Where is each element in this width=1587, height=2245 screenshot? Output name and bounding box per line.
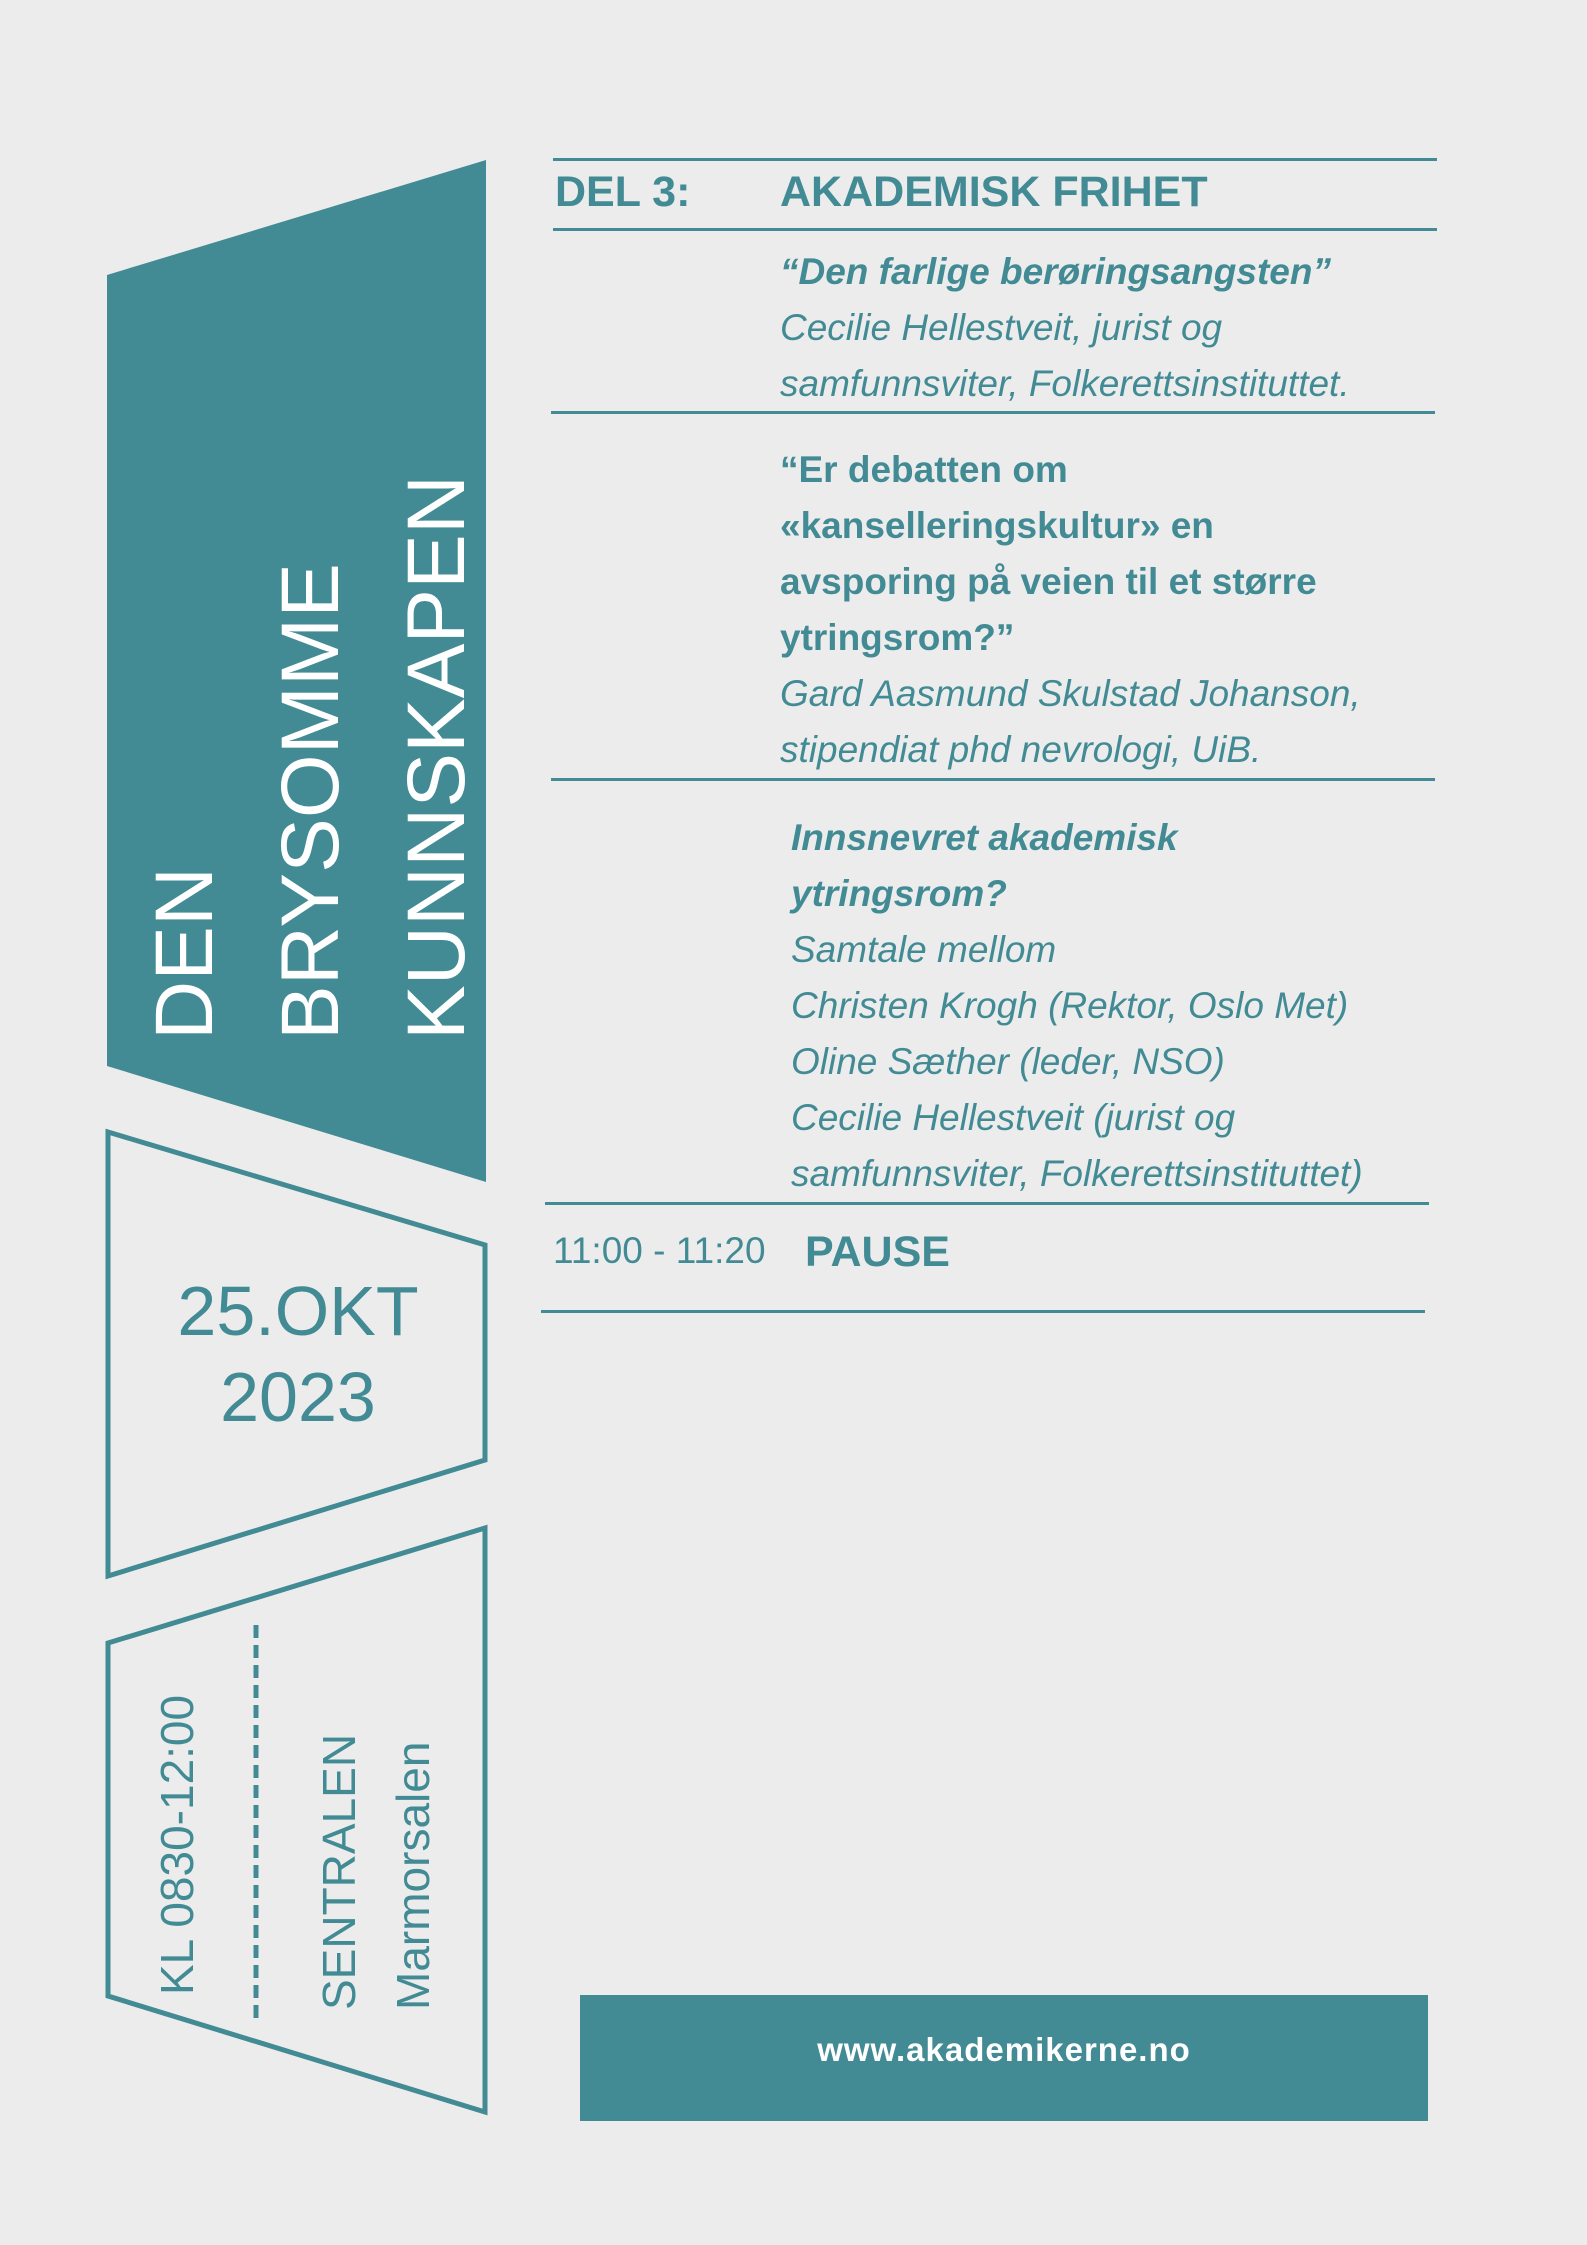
program-item-2 bbox=[780, 442, 1361, 778]
item2-speaker-2: stipendiat phd nevrologi, UiB. bbox=[780, 729, 1262, 770]
item-divider-1 bbox=[551, 411, 1435, 414]
section-rule-top bbox=[553, 158, 1437, 161]
footer-bar bbox=[580, 1995, 1428, 2121]
website-link[interactable]: www.akademikerne.no bbox=[817, 2031, 1191, 2068]
pause-label: PAUSE bbox=[805, 1228, 950, 1276]
item3-line-3: Oline Sæther (leder, NSO) bbox=[791, 1041, 1225, 1082]
item3-line-1: Samtale mellom bbox=[791, 929, 1057, 970]
item-divider-3 bbox=[545, 1202, 1429, 1205]
event-time: KL 0830-12:00 bbox=[151, 1694, 203, 1995]
title-line-3: KUNNSKAPEN bbox=[391, 474, 482, 1040]
event-date bbox=[108, 1268, 488, 1440]
item2-title-2: «kanselleringskultur» en bbox=[780, 505, 1214, 546]
item2-title-4: ytringsrom?” bbox=[780, 617, 1015, 658]
item1-title: “Den farlige berøringsangsten” bbox=[780, 251, 1331, 292]
item3-line-5: samfunnsviter, Folkerettsinstituttet) bbox=[791, 1153, 1363, 1194]
item2-speaker-1: Gard Aasmund Skulstad Johanson, bbox=[780, 673, 1361, 714]
program-item-1 bbox=[780, 244, 1350, 412]
section-label: DEL 3: bbox=[555, 168, 691, 216]
item2-title-3: avsporing på veien til et større bbox=[780, 561, 1317, 602]
section-title: AKADEMISK FRIHET bbox=[780, 168, 1208, 216]
item1-speaker-1: Cecilie Hellestveit, jurist og bbox=[780, 307, 1223, 348]
item-divider-2 bbox=[551, 778, 1435, 781]
date-day-month: 25.OKT bbox=[177, 1272, 419, 1350]
program-item-3 bbox=[791, 810, 1363, 1202]
event-room: Marmorsalen bbox=[387, 1741, 439, 2010]
date-year: 2023 bbox=[220, 1358, 376, 1436]
title-line-2: BRYSOMME bbox=[265, 563, 356, 1040]
title-line-1: DEN bbox=[139, 866, 230, 1040]
event-venue: SENTRALEN bbox=[313, 1733, 365, 2010]
section-rule bbox=[553, 228, 1437, 231]
pause-time: 11:00 - 11:20 bbox=[553, 1230, 766, 1271]
event-title bbox=[122, 280, 500, 1040]
item3-line-4: Cecilie Hellestveit (jurist og bbox=[791, 1097, 1236, 1138]
item3-title-2: ytringsrom? bbox=[791, 873, 1007, 914]
item1-speaker-2: samfunnsviter, Folkerettsinstituttet. bbox=[780, 363, 1350, 404]
item2-title-1: “Er debatten om bbox=[780, 449, 1068, 490]
item3-title-1: Innsnevret akademisk bbox=[791, 817, 1178, 858]
item3-line-2: Christen Krogh (Rektor, Oslo Met) bbox=[791, 985, 1349, 1026]
item-divider-4 bbox=[541, 1310, 1425, 1313]
